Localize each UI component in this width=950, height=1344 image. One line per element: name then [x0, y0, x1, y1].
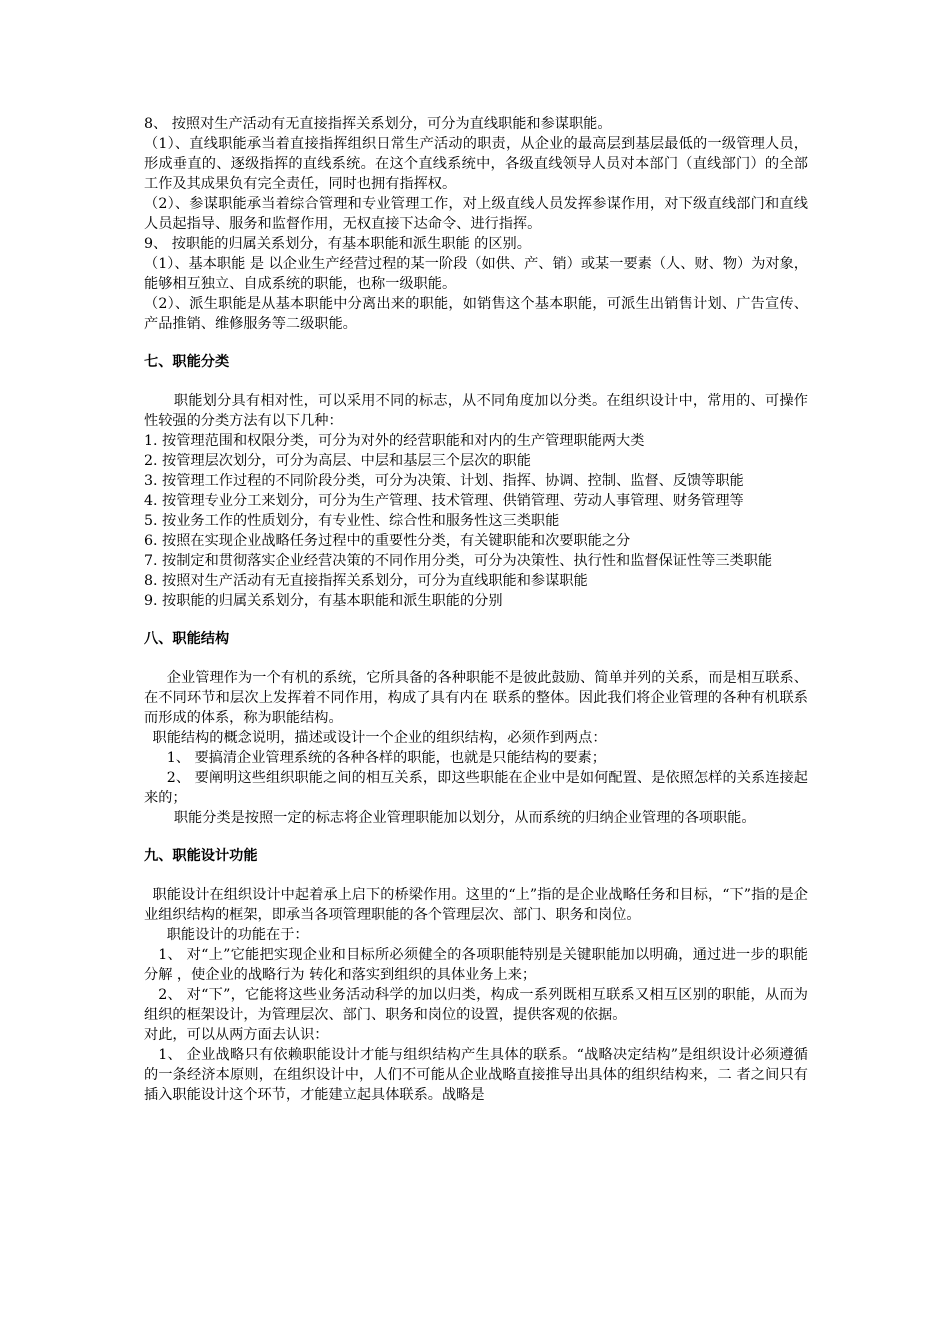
- paragraph: 职能设计的功能在于：: [166, 927, 309, 943]
- list-item: 8. 按照对生产活动有无直接指挥关系划分，可分为直线职能和参谋职能: [144, 573, 588, 589]
- list-item: 1、 要搞清企业管理系统的各种各样的职能，也就是只能结构的要素；: [166, 750, 606, 766]
- paragraph: 9、 按职能的归属关系划分，有基本职能和派生职能 的区别。: [144, 236, 531, 252]
- list-item: 2. 按管理层次划分，可分为高层、中层和基层三个层次的职能: [144, 453, 531, 469]
- list-item: 1、 企业战略只有依赖职能设计才能与组织结构产生具体的联系。“战略决定结构”是组织设计必须遵循的一条经济本原则，在组织设计中，人们不可能从企业战略直接推导出具体的组织结构来，二 者之间只有插入职能设计这个环节，才能建立起具体联系。战略是: [144, 1047, 808, 1103]
- section-heading: 九、职能设计功能: [144, 848, 258, 864]
- paragraph: 职能划分具有相对性，可以采用不同的标志，从不同角度加以分类。在组织设计中，常用的、可操作性较强的分类方法有以下几种：: [144, 393, 808, 429]
- paragraph: 企业管理作为一个有机的系统，它所具备的各种职能不是彼此鼓励、简单并列的关系，而是相互联系、在不同环节和层次上发挥着不同作用，构成了具有内在 联系的整体。因此我们将企业管理的各种有机联系而形成的体系，称为职能结构。: [144, 670, 808, 726]
- list-item: 6. 按照在实现企业战略任务过程中的重要性分类，有关键职能和次要职能之分: [144, 533, 631, 549]
- paragraph: 职能分类是按照一定的标志将企业管理职能加以划分，从而系统的归纳企业管理的各项职能。: [173, 810, 756, 826]
- section-heading: 八、职能结构: [144, 631, 230, 647]
- list-item: 5. 按业务工作的性质划分，有专业性、综合性和服务性这三类职能: [144, 513, 560, 529]
- list-item: 3. 按管理工作过程的不同阶段分类，可分为决策、计划、指挥、协调、控制、监督、反馈等职能: [144, 473, 744, 489]
- list-item: 4. 按管理专业分工来划分，可分为生产管理、技术管理、供销管理、劳动人事管理、财务管理等: [144, 493, 744, 509]
- paragraph: （2）、参谋职能承当着综合管理和专业管理工作，对上级直线人员发挥参谋作用，对下级直线部门和直线人员起指导、服务和监督作用，无权直接下达命令、进行指挥。: [144, 196, 808, 232]
- list-item: 9. 按职能的归属关系划分，有基本职能和派生职能的分别: [144, 593, 503, 609]
- list-item: 1. 按管理范围和权限分类，可分为对外的经营职能和对内的生产管理职能两大类: [144, 433, 645, 449]
- list-item: 2、 要阐明这些组织职能之间的相互关系，即这些职能在企业中是如何配置、是依照怎样的关系连接起来的；: [144, 770, 808, 806]
- section-heading: 七、职能分类: [144, 354, 230, 370]
- paragraph: 对此，可以从两方面去认识：: [144, 1027, 329, 1043]
- list-item: 2、 对“下”，它能将这些业务活动科学的加以归类，构成一系列既相互联系又相互区别的职能，从而为组织的框架设计，为管理层次、部门、职务和岗位的设置，提供客观的依据。: [144, 987, 808, 1023]
- paragraph: 8、 按照对生产活动有无直接指挥关系划分，可分为直线职能和参谋职能。: [144, 116, 612, 132]
- list-item: 7. 按制定和贯彻落实企业经营决策的不同作用分类，可分为决策性、执行性和监督保证性等三类职能: [144, 553, 773, 569]
- paragraph: （1）、基本职能 是 以企业生产经营过程的某一阶段（如供、产、销）或某一要素（人、财、物）为对象，能够相互独立、自成系统的职能，也称一级职能。: [144, 256, 808, 292]
- list-item: 1、 对“上”它能把实现企业和目标所必须健全的各项职能特别是关键职能加以明确，通过进一步的职能分解 ，使企业的战略行为 转化和落实到组织的具体业务上来；: [144, 947, 808, 983]
- paragraph: 职能结构的概念说明，描述或设计一个企业的组织结构，必须作到两点：: [152, 730, 607, 746]
- paragraph: （1）、直线职能承当着直接指挥组织日常生产活动的职责，从企业的最高层到基层最低的一级管理人员，形成垂直的、逐级指挥的直线系统。在这个直线系统中，各级直线领导人员对本部门（直线部门）的全部工作及其成果负有完全责任，同时也拥有指挥权。: [144, 136, 808, 192]
- paragraph: （2）、派生职能是从基本职能中分离出来的职能，如销售这个基本职能，可派生出销售计划、广告宣传、产品推销、维修服务等二级职能。: [144, 296, 808, 332]
- paragraph: 职能设计在组织设计中起着承上启下的桥梁作用。这里的“上”指的是企业战略任务和目标，“下”指的是企业组织结构的框架，即承当各项管理职能的各个管理层次、部门、职务和岗位。: [144, 887, 808, 923]
- document-body: [144, 114, 808, 1105]
